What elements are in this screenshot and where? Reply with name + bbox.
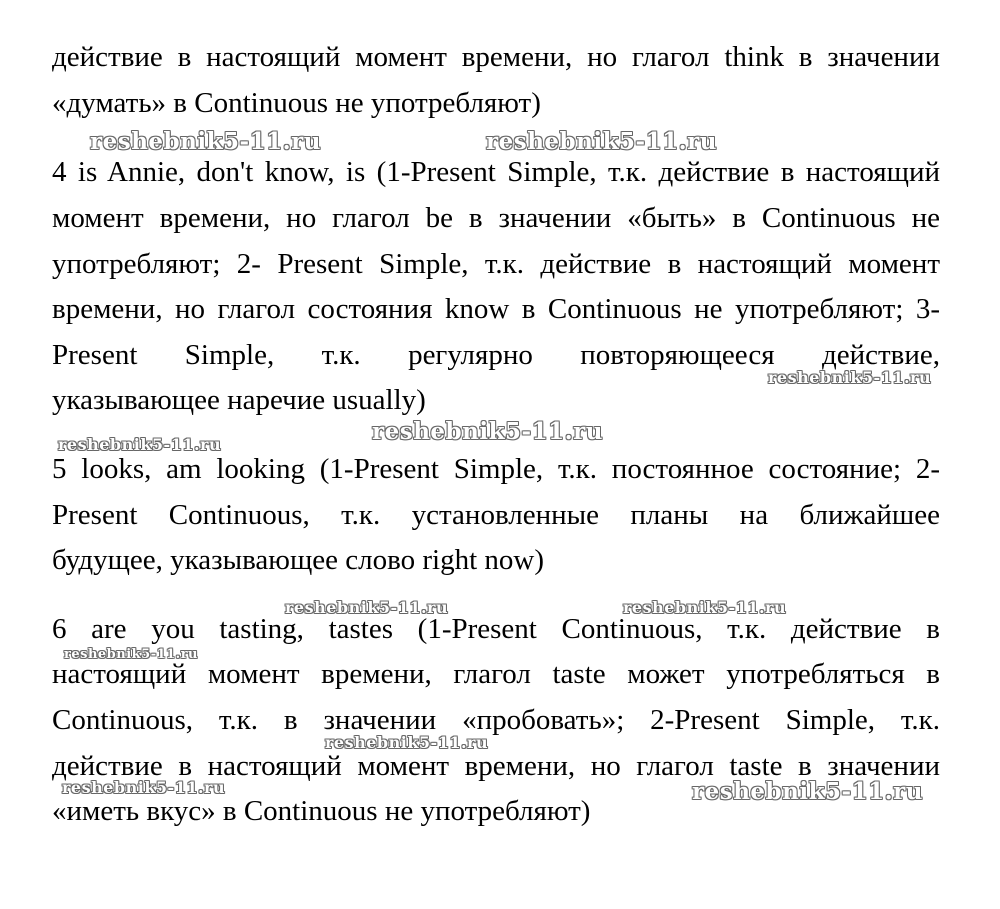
watermark-logo: reshebnik5-11.ru: [285, 598, 449, 617]
watermark-logo: reshebnik5-11.ru: [58, 435, 222, 454]
watermark-logo: reshebnik5-11.ru: [372, 418, 603, 445]
text-line: Present Continuous, т.к. установленные планы на ближайшее: [52, 499, 940, 531]
watermark-logo: reshebnik5-11.ru: [486, 128, 717, 155]
watermark-logo: reshebnik5-11.ru: [64, 647, 199, 662]
text-line: «думать» в Continuous не употребляют): [52, 87, 541, 119]
watermark-logo: reshebnik5-11.ru: [692, 778, 923, 805]
watermark-logo: reshebnik5-11.ru: [768, 368, 932, 387]
text-line: Continuous, т.к. в значении «пробовать»; 2-Present Simple, т.к.: [52, 704, 940, 736]
text-line: момент времени, но глагол be в значении «быть» в Continuous не: [52, 202, 940, 234]
text-line: указывающее наречие usually): [52, 384, 426, 416]
text-line: времени, но глагол состояния know в Continuous не употребляют; 3-: [52, 293, 940, 325]
text-line: Present Simple, т.к. регулярно повторяющееся действие,: [52, 339, 940, 371]
text-line: будущее, указывающее слово right now): [52, 544, 544, 576]
watermark-logo: reshebnik5-11.ru: [623, 598, 787, 617]
text-line: употребляют; 2- Present Simple, т.к. действие в настоящий момент: [52, 248, 940, 280]
text-line: действие в настоящий момент времени, но глагол taste в значении: [52, 750, 940, 782]
text-line: «иметь вкус» в Continuous не употребляют): [52, 795, 591, 827]
text-line: 6 are you tasting, tastes (1-Present Continuous, т.к. действие в: [52, 613, 940, 645]
text-line: 5 looks, am looking (1-Present Simple, т.к. постоянное состояние; 2-: [52, 453, 940, 485]
watermark-logo: reshebnik5-11.ru: [325, 733, 489, 752]
watermark-logo: reshebnik5-11.ru: [62, 778, 226, 797]
watermark-logo: reshebnik5-11.ru: [90, 128, 321, 155]
text-line: настоящий момент времени, глагол taste может употребляться в: [52, 658, 940, 690]
text-line: действие в настоящий момент времени, но глагол think в значении: [52, 41, 940, 73]
text-line: 4 is Annie, don't know, is (1-Present Simple, т.к. действие в настоящий: [52, 156, 940, 188]
